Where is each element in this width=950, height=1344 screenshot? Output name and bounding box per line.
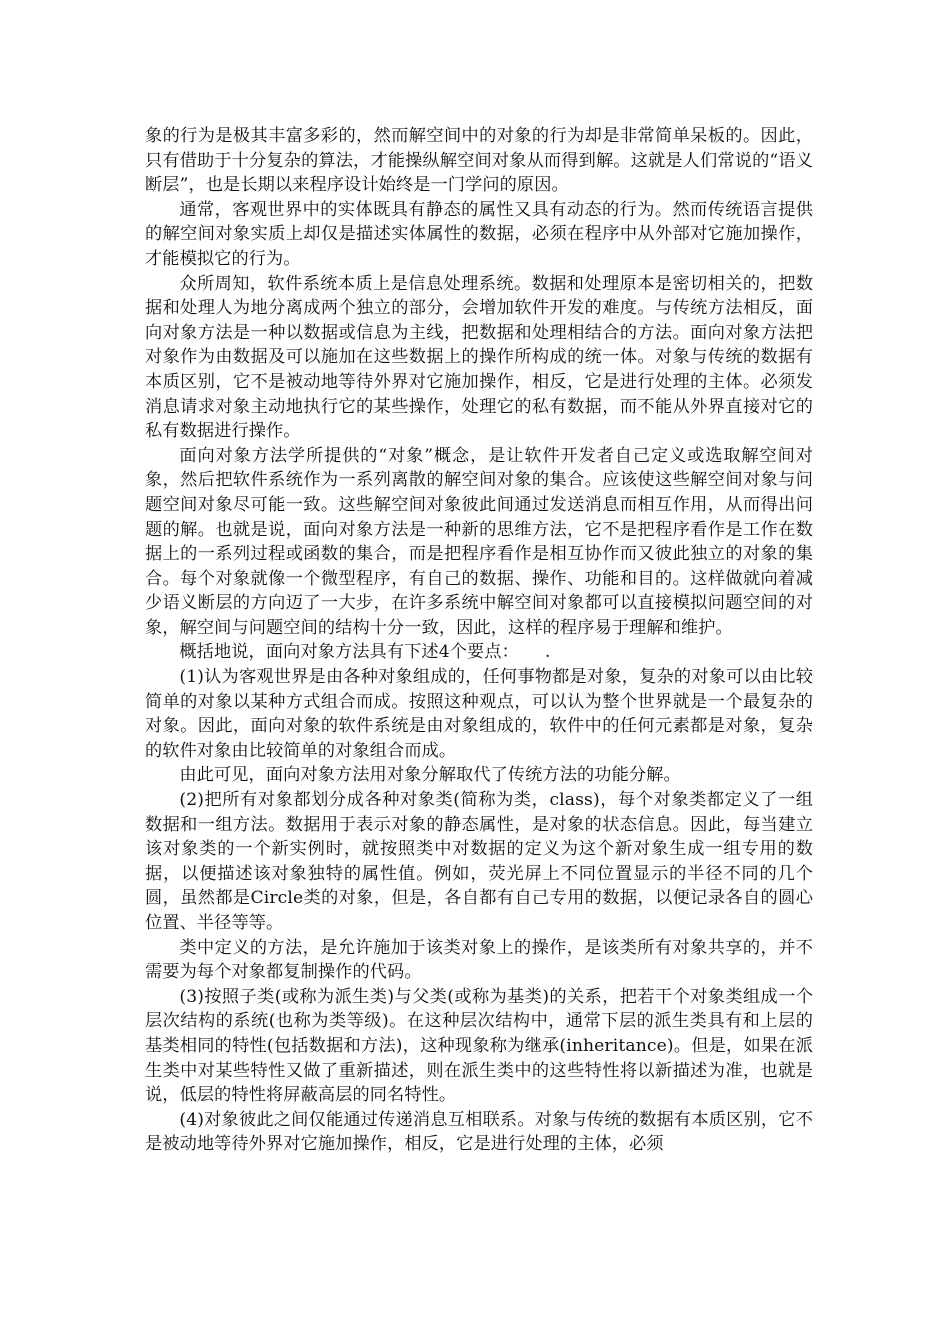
paragraph-point-4: (4)对象彼此之间仅能通过传递消息互相联系。对象与传统的数据有本质区别，它不是被动地等待外界对它施加操作，相反，它是进行处理的主体，必须 [145,1109,813,1155]
paragraph-continuation: 象的行为是极其丰富多彩的，然而解空间中的对象的行为却是非常简单呆板的。因此，只有借助于十分复杂的算法，才能操纵解空间对象从而得到解。这就是人们常说的“语义断层”，也是长期以来程序设计始终是一门学问的原因。 [145,126,813,196]
paragraph-point-1: (1)认为客观世界是由各种对象组成的，任何事物都是对象，复杂的对象可以由比较简单的对象以某种方式组合而成。按照这种观点，可以认为整个世界就是一个最复杂的对象。因此，面向对象的软件系统是由对象组成的，软件中的任何元素都是对象，复杂的软件对象由比较简单的对象组合而成。 [145,667,813,761]
paragraph-entity-behavior: 通常，客观世界中的实体既具有静态的属性又具有动态的行为。然而传统语言提供的解空间对象实质上却仅是描述实体属性的数据，必须在程序中从外部对它施加操作，才能模拟它的行为。 [145,199,813,269]
document-page [145,124,813,1157]
paragraph-four-points-intro: 概括地说，面向对象方法具有下述4个要点： . [179,642,551,663]
paragraph-object-concept: 面向对象方法学所提供的“对象”概念，是让软件开发者自己定义或选取解空间对象，然后把软件系统作为一系列离散的解空间对象的集合。应该使这些解空间对象与问题空间对象尽可能一致。这些解空间对象彼此间通过发送消息而相互作用，从而得出问题的解。也就是说，面向对象方法是一种新的思维方法，它不是把程序看作是工作在数据上的一系列过程或函数的集合，而是把程序看作是相互协作而又彼此独立的对象的集合。每个对象就像一个微型程序，有自己的数据、操作、功能和目的。这样做就向着减少语义断层的方向迈了一大步，在许多系统中解空间对象都可以直接模拟问题空间的对象，解空间与问题空间的结构十分一致，因此，这样的程序易于理解和维护。 [145,445,813,638]
paragraph-point-3: (3)按照子类(或称为派生类)与父类(或称为基类)的关系，把若干个对象类组成一个层次结构的系统(也称为类等级)。在这种层次结构中，通常下层的派生类具有和上层的基类相同的特性(包括数据和方法)，这种现象称为继承(inheritance)。但是，如果在派生类中对某些特性又做了重新描述，则在派生类中的这些特性将以新描述为准，也就是说，低层的特性将屏蔽高层的同名特性。 [145,986,813,1106]
paragraph-information-processing: 众所周知，软件系统本质上是信息处理系统。数据和处理原本是密切相关的，把数据和处理人为地分离成两个独立的部分，会增加软件开发的难度。与传统方法相反，面向对象方法是一种以数据或信息为主线，把数据和处理相结合的方法。面向对象方法把对象作为由数据及可以施加在这些数据上的操作所构成的统一体。对象与传统的数据有本质区别，它不是被动地等待外界对它施加操作，相反，它是进行处理的主体。必须发消息请求对象主动地执行它的某些操作，处理它的私有数据，而不能从外界直接对它的私有数据进行操作。 [145,273,813,442]
paragraph-class-methods: 类中定义的方法，是允许施加于该类对象上的操作，是该类所有对象共享的，并不需要为每个对象都复制操作的代码。 [145,937,813,983]
paragraph-object-decomposition: 由此可见，面向对象方法用对象分解取代了传统方法的功能分解。 [179,765,681,786]
paragraph-point-2: (2)把所有对象都划分成各种对象类(简称为类，class)，每个对象类都定义了一组数据和一组方法。数据用于表示对象的静态属性，是对象的状态信息。因此，每当建立该对象类的一个新实例时，就按照类中对数据的定义为这个新对象生成一组专用的数据，以便描述该对象独特的属性值。例如，荧光屏上不同位置显示的半径不同的几个圆，虽然都是Circle类的对象，但是，各自都有自己专用的数据，以便记录各自的圆心位置、半径等等。 [145,790,813,933]
